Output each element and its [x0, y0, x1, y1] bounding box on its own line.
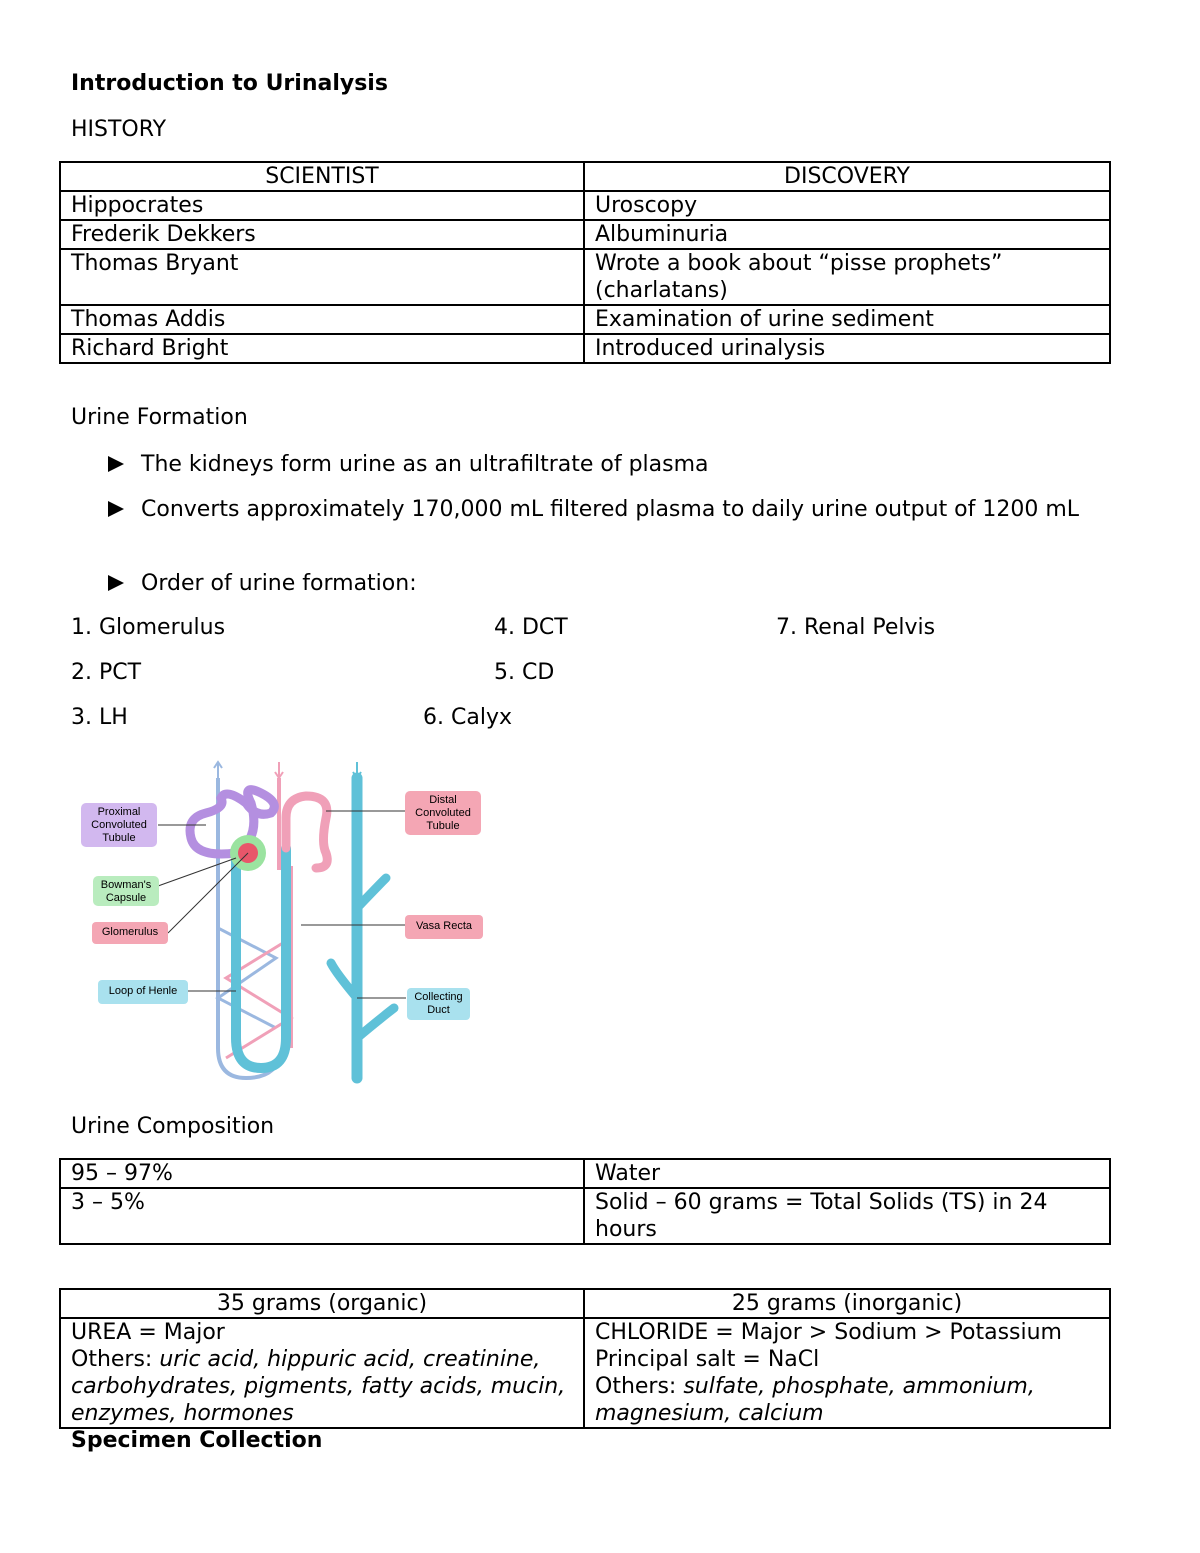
table-header-row [60, 1289, 1110, 1318]
bullet-arrow-icon [108, 456, 124, 472]
discovery-cell: Albuminuria [584, 220, 1110, 249]
header-inorganic: 25 grams (inorganic) [584, 1289, 1110, 1318]
label-loop-of-henle: Loop of Henle [108, 985, 178, 997]
urine-composition-title: Urine Composition [71, 1114, 275, 1139]
specimen-collection-heading: Specimen Collection [71, 1428, 323, 1453]
table-row [60, 220, 1110, 249]
scientist-cell: Thomas Addis [60, 305, 584, 334]
table-row [60, 1188, 1110, 1244]
table-row [60, 249, 1110, 305]
table-row [60, 191, 1110, 220]
order-item: 7. Renal Pelvis [776, 615, 936, 640]
label-vasa-recta: Vasa Recta [415, 920, 473, 932]
bullet-text: Converts approximately 170,000 mL filtered plasma to daily urine output of 1200 mL [141, 497, 1080, 522]
inorganic-others-label: Others: [595, 1374, 684, 1399]
discovery-cell: Wrote a book about “pisse prophets” (charlatans) [584, 249, 1110, 305]
label-proximal-convoluted-tubule: Proximal Convoluted Tubule [91, 806, 147, 844]
organic-others [71, 1346, 573, 1427]
scientist-cell: Thomas Bryant [60, 249, 584, 305]
bullet-text: The kidneys form urine as an ultrafiltrate of plasma [141, 452, 709, 477]
bullet-arrow-icon [108, 575, 124, 591]
inorganic-others-list: sulfate, phosphate, ammonium, magnesium, calcium [595, 1374, 1035, 1426]
urine-formation-title: Urine Formation [71, 405, 248, 430]
discovery-cell: Introduced urinalysis [584, 334, 1110, 363]
history-table [59, 161, 1111, 364]
label-glomerulus: Glomerulus [101, 926, 159, 938]
scientist-cell: Richard Bright [60, 334, 584, 363]
organic-major: UREA = Major [71, 1320, 225, 1345]
percent-cell: 3 – 5% [60, 1188, 584, 1244]
order-item: 5. CD [494, 660, 555, 685]
label-collecting-duct: Collecting Duct [414, 991, 463, 1016]
arrow-up-icon [214, 762, 222, 778]
bullet-text: Order of urine formation: [141, 571, 417, 596]
order-item: 6. Calyx [423, 705, 512, 730]
table-row [60, 1159, 1110, 1188]
arrow-down-icon [275, 762, 283, 778]
scientist-cell: Frederik Dekkers [60, 220, 584, 249]
discovery-cell: Uroscopy [584, 191, 1110, 220]
solids-table [59, 1288, 1111, 1429]
label-bowmans-capsule: Bowman's Capsule [100, 879, 152, 904]
percent-cell: 95 – 97% [60, 1159, 584, 1188]
inorganic-salt: Principal salt = NaCl [595, 1347, 820, 1372]
organic-others-list: uric acid, hippuric acid, creatinine, carbohydrates, pigments, fatty acids, mucin, enzymes, hormones [71, 1347, 566, 1426]
organic-others-label: Others: [71, 1347, 160, 1372]
header-organic: 35 grams (organic) [60, 1289, 584, 1318]
bullet-arrow-icon [108, 501, 124, 517]
order-item: 3. LH [71, 705, 128, 730]
table-row [60, 1318, 1110, 1428]
discovery-cell: Examination of urine sediment [584, 305, 1110, 334]
inorganic-cell [584, 1318, 1110, 1428]
component-cell: Solid – 60 grams = Total Solids (TS) in 24 hours [584, 1188, 1110, 1244]
history-label: HISTORY [71, 117, 167, 142]
header-scientist: SCIENTIST [60, 162, 584, 191]
inorganic-major: CHLORIDE = Major > Sodium > Potassium [595, 1320, 1062, 1345]
composition-table [59, 1158, 1111, 1245]
order-item: 1. Glomerulus [71, 615, 226, 640]
nephron-diagram [76, 758, 488, 1088]
inorganic-others [595, 1373, 1099, 1427]
scientist-cell: Hippocrates [60, 191, 584, 220]
label-distal-convoluted-tubule: Distal Convoluted Tubule [415, 794, 471, 832]
table-row [60, 305, 1110, 334]
organic-cell [60, 1318, 584, 1428]
component-cell: Water [584, 1159, 1110, 1188]
order-item: 2. PCT [71, 660, 142, 685]
table-row [60, 334, 1110, 363]
header-discovery: DISCOVERY [584, 162, 1110, 191]
page-title: Introduction to Urinalysis [71, 71, 388, 96]
order-item: 4. DCT [494, 615, 568, 640]
table-header-row [60, 162, 1110, 191]
